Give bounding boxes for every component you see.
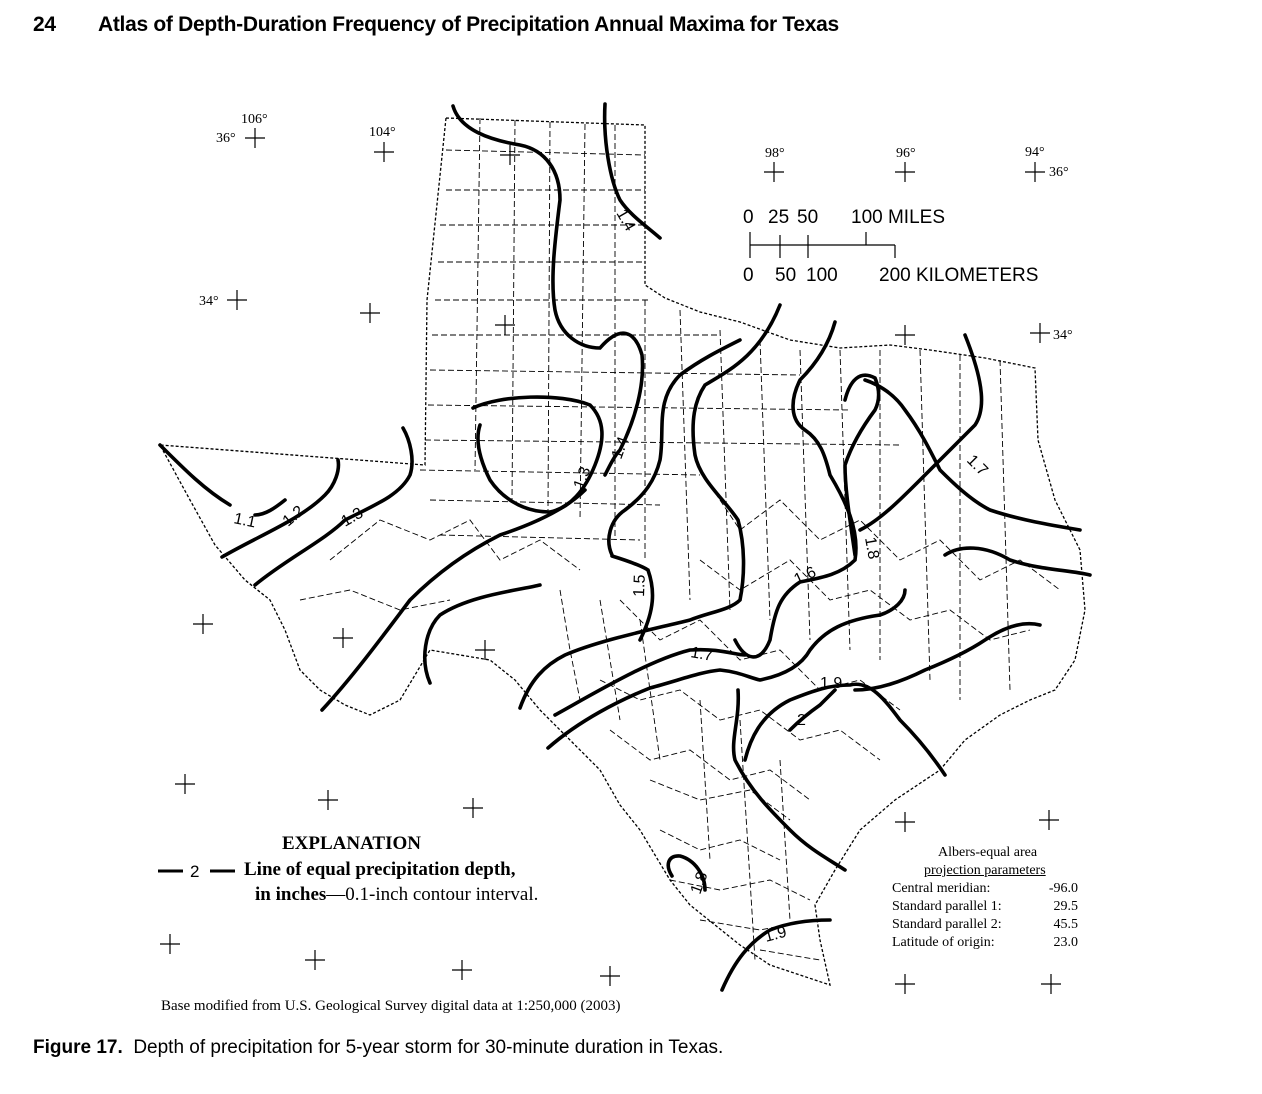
base-source-note: Base modified from U.S. Geological Survey digital data at 1:250,000 (2003) xyxy=(161,998,621,1014)
projection-row-value: 23.0 xyxy=(1053,935,1078,950)
lon-96-label: 96° xyxy=(896,146,916,161)
lat-36-right-label: 36° xyxy=(1049,165,1069,180)
contour-1-8-north xyxy=(860,335,1080,530)
scale-km-tick-100: 100 xyxy=(806,265,838,286)
scale-km-tick-0: 0 xyxy=(743,265,754,286)
contour-1-6b xyxy=(735,322,856,657)
projection-row xyxy=(892,916,1078,934)
contour-1-9-coast xyxy=(945,548,1090,575)
lon-106-label: 106° xyxy=(241,112,268,127)
scale-miles-tick-25: 25 xyxy=(768,207,790,228)
contour-label-1-9b: 1.9 xyxy=(762,923,789,946)
contour-label-1-5: 1.5 xyxy=(631,574,649,598)
lat-34-right-label: 34° xyxy=(1053,328,1073,343)
lon-104-label: 104° xyxy=(369,125,396,140)
scale-bar xyxy=(743,207,1038,286)
projection-row-value: -96.0 xyxy=(1048,881,1078,896)
contour-1-3-loop xyxy=(473,397,602,512)
contour-label-1-4a: 1.4 xyxy=(612,206,639,235)
projection-table xyxy=(892,880,1078,952)
projection-row-label: Standard parallel 2: xyxy=(892,917,1002,932)
projection-row-label: Latitude of origin: xyxy=(892,935,995,950)
projection-row xyxy=(892,934,1078,952)
contour-label-1-3a: 1.3 xyxy=(338,504,367,531)
contour-label-1-7b: 1.7 xyxy=(963,451,991,480)
contour-1-2 xyxy=(222,460,338,557)
figure-caption-label: Figure 17. xyxy=(33,1037,123,1058)
projection-row xyxy=(892,898,1078,916)
projection-row-value: 45.5 xyxy=(1053,917,1078,932)
explanation-line2 xyxy=(255,884,538,906)
contour-1-7 xyxy=(548,590,905,748)
scale-miles-tick-50: 50 xyxy=(797,207,819,228)
contour-label-1-4b: 1.4 xyxy=(608,434,633,462)
contour-1-3-mid xyxy=(322,490,585,710)
lat-36-left-label: 36° xyxy=(216,131,236,146)
projection-title-line2: projection parameters xyxy=(924,863,1046,878)
contour-label-1-9a: 1.9 xyxy=(820,675,843,692)
page-header-title: Atlas of Depth-Duration Frequency of Precipitation Annual Maxima for Texas xyxy=(98,13,839,36)
contour-1-4-north xyxy=(453,106,643,475)
contour-label-1-8b: 1.8 xyxy=(687,869,712,897)
contour-1-8 xyxy=(734,690,845,870)
scale-miles-label: 100 MILES xyxy=(851,207,945,228)
explanation-line2-bold: in inches xyxy=(255,884,327,905)
contour-1-7b xyxy=(555,650,745,715)
contour-1-9 xyxy=(745,684,945,775)
projection-row-value: 29.5 xyxy=(1053,899,1078,914)
explanation-title: EXPLANATION xyxy=(282,833,421,854)
explanation-line-sample xyxy=(158,862,235,881)
figure-caption xyxy=(33,1037,723,1059)
scale-km-tick-50: 50 xyxy=(775,265,797,286)
projection-row-label: Central meridian: xyxy=(892,881,991,896)
page-number: 24 xyxy=(33,13,56,36)
figure-caption-text: Depth of precipitation for 5-year storm for 30-minute duration in Texas. xyxy=(133,1037,724,1058)
contour-label-1-6: 1.6 xyxy=(791,563,819,589)
contour-label-1-7a: 1.7 xyxy=(689,644,715,665)
contour-1-1b xyxy=(255,500,285,515)
scale-miles-tick-0: 0 xyxy=(743,207,754,228)
lon-94-label: 94° xyxy=(1025,145,1045,160)
explanation-line1: Line of equal precipitation depth, xyxy=(244,859,516,880)
contour-label-2: 2 xyxy=(797,712,806,729)
contour-1-9-east xyxy=(855,624,1040,690)
contour-label-1-1: 1.1 xyxy=(232,510,258,532)
explanation-line2-rest: —0.1-inch contour interval. xyxy=(326,884,539,905)
explanation-sample-value: 2 xyxy=(190,862,200,881)
contour-label-1-8a: 1.8 xyxy=(861,535,882,561)
projection-row-label: Standard parallel 1: xyxy=(892,899,1002,914)
projection-title-line1: Albers-equal area xyxy=(938,845,1038,860)
contour-label-1-3b: 1.3 xyxy=(570,464,595,492)
lat-34-left-label: 34° xyxy=(199,294,219,309)
scale-km-label: 200 KILOMETERS xyxy=(879,265,1039,286)
contour-1-5 xyxy=(425,340,740,683)
contour-label-1-2: 1.2 xyxy=(279,502,308,531)
projection-row xyxy=(892,880,1078,898)
lon-98-label: 98° xyxy=(765,146,785,161)
contour-1-1 xyxy=(160,445,230,505)
